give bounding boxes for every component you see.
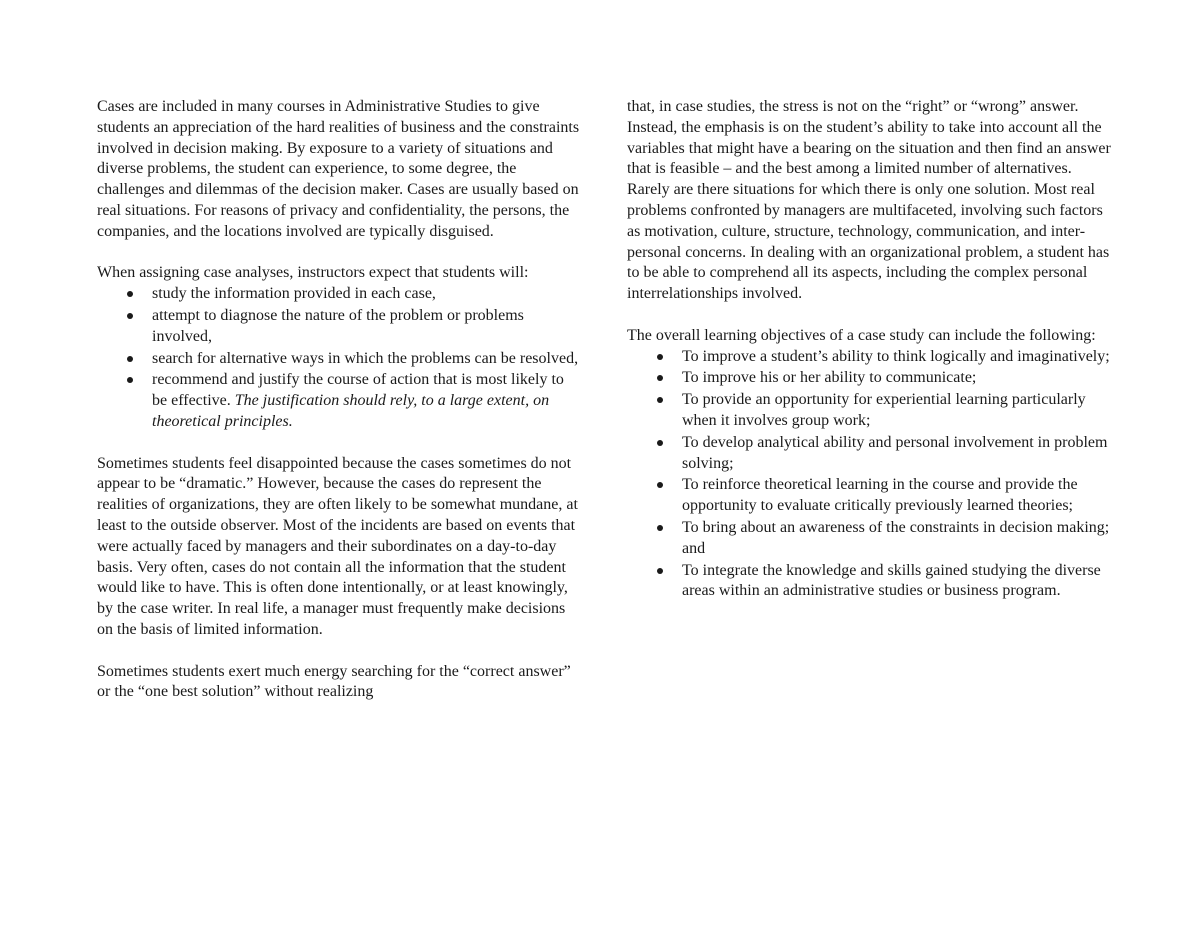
bullet-icon <box>657 397 663 403</box>
expectations-intro: When assigning case analyses, instructors expect that students will: <box>97 264 529 282</box>
bullet-icon <box>127 377 133 383</box>
bullet-icon <box>127 313 133 319</box>
list-item: To integrate the knowledge and skills gained studying the diverse areas within an administrative studies or business program. <box>657 561 1112 603</box>
list-item: To develop analytical ability and personal involvement in problem solving; <box>657 433 1112 475</box>
bullet-icon <box>127 356 133 362</box>
list-item: To improve his or her ability to communicate; <box>657 368 1112 389</box>
objectives-intro: The overall learning objectives of a case study can include the following: <box>627 326 1096 344</box>
bullet-icon <box>657 354 663 360</box>
list-item: To reinforce theoretical learning in the course and provide the opportunity to evaluate critically previously learned theories; <box>657 475 1112 517</box>
bullet-icon <box>657 525 663 531</box>
right-column <box>627 97 1112 623</box>
bullet-icon <box>657 440 663 446</box>
bullet-icon <box>657 482 663 488</box>
list-item: To improve a student’s ability to think logically and imaginatively; <box>657 347 1112 368</box>
list-item: study the information provided in each case, <box>127 284 582 305</box>
bullet-icon <box>127 291 133 297</box>
list-item: To bring about an awareness of the constraints in decision making; and <box>657 518 1112 560</box>
left-column <box>97 97 582 703</box>
list-item: To provide an opportunity for experiential learning particularly when it involves group work; <box>657 390 1112 432</box>
list-item: attempt to diagnose the nature of the problem or problems involved, <box>127 306 582 348</box>
bullet-icon <box>657 375 663 381</box>
expectations-list <box>127 284 582 433</box>
disappointment-paragraph: Sometimes students feel disappointed because the cases sometimes do not appear to be “dramatic.” However, because the cases do represent the realities of organizations, they are often likely to be somewhat mundane, at least to the outside observer. Most of the incidents are based on events that were actually faced by managers and their subordinates on a day-to-day basis. Very often, cases do not contain all the information that the student would like to have. This is often done intentionally, or at least knowingly, by the case writer. In real life, a manager must frequently make decisions on the basis of limited information. <box>97 454 578 638</box>
list-item: recommend and justify the course of action that is most likely to be effective. The justification should rely, to a large extent, on theoretical principles. <box>127 370 582 432</box>
objectives-list <box>657 347 1112 603</box>
list-item: search for alternative ways in which the problems can be resolved, <box>127 349 582 370</box>
bullet-icon <box>657 568 663 574</box>
italic-justification: The justification should rely, to a large extent, on theoretical principles. <box>152 392 550 430</box>
correct-answer-paragraph: Sometimes students exert much energy searching for the “correct answer” or the “one best solution” without realizing <box>97 662 571 701</box>
intro-paragraph: Cases are included in many courses in Administrative Studies to give students an appreciation of the hard realities of business and the constraints involved in decision making. By exposure to a variety of situations and diverse problems, the student can experience, to some degree, the challenges and dilemmas of the decision maker. Cases are usually based on real situations. For reasons of privacy and confidentiality, the persons, the companies, and the locations involved are typically disguised. <box>97 98 580 240</box>
emphasis-paragraph: that, in case studies, the stress is not on the “right” or “wrong” answer. Instead, the emphasis is on the student’s ability to take into account all the variables that might have a bearing on the situation and then find an answer that is feasible – and the best among a limited number of alternatives. Rarely are there situations for which there is only one solution. Most real problems confronted by managers are multifaceted, involving such factors as motivation, culture, structure, technology, communication, and inter-personal concerns. In dealing with an organizational problem, a student has to be able to comprehend all its aspects, including the complex personal interrelationships involved. <box>627 98 1111 303</box>
